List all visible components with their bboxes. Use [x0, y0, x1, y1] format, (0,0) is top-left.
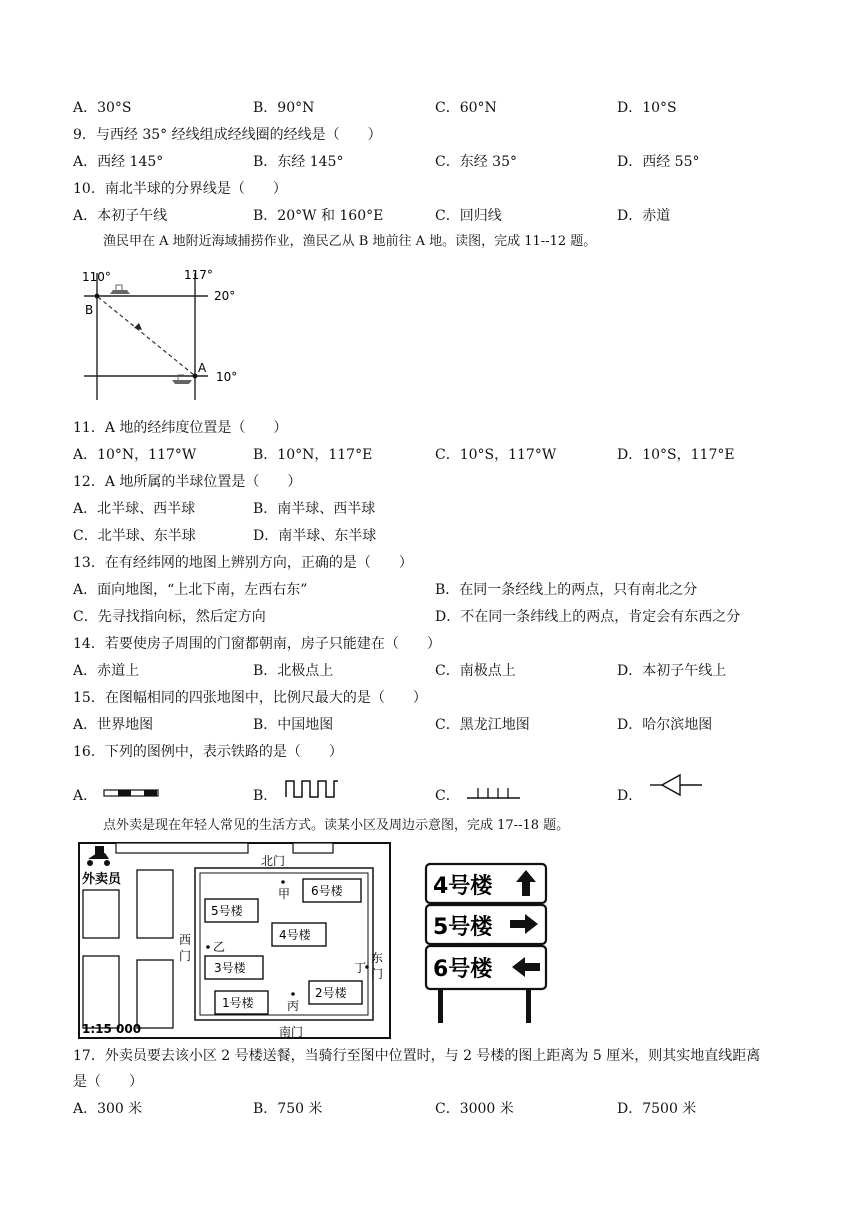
map-courier-label: 外卖员	[82, 872, 122, 887]
q9-option-d: D．西经 55°	[617, 154, 700, 170]
q14-option-d: D．本初子午线上	[617, 663, 727, 679]
q8-option-b: B．90°N	[253, 100, 315, 116]
q13-option-a: A．面向地图，“上北下南，左西右东”	[73, 582, 308, 598]
intro-17-18: 点外卖是现在年轻人常见的生活方式。读某小区及周边示意图，完成 17--18 题。	[103, 818, 570, 833]
wall-symbol	[284, 778, 340, 800]
map-scale: 1:15 000	[82, 1022, 142, 1036]
q15-option-d: D．哈尔滨地图	[617, 717, 713, 733]
q17-option-a: A．300 米	[73, 1101, 143, 1117]
q9-option-b: B．东经 145°	[253, 154, 344, 170]
q17-stem-cont: 是（ ）	[73, 1074, 143, 1090]
q8-option-c: C．60°N	[435, 100, 497, 116]
sign-row-4: 4号楼	[433, 874, 493, 899]
q12-option-c: C．北半球、东半球	[73, 528, 196, 544]
q14-option-a: A．赤道上	[73, 663, 140, 679]
railway-symbol	[103, 786, 159, 800]
map-point-ding: 丁	[354, 961, 367, 975]
map-point-bing: 丙	[287, 999, 300, 1013]
q10-option-d: D．赤道	[617, 208, 671, 224]
map-building-2: 2号楼	[315, 986, 347, 1000]
signpost	[422, 860, 552, 1026]
q15-stem: 15．在图幅相同的四张地图中，比例尺最大的是（ ）	[73, 690, 427, 706]
q13-stem: 13．在有经纬网的地图上辨别方向，正确的是（ ）	[73, 555, 413, 571]
q16-option-a: A．	[73, 788, 98, 804]
map-point-jia: 甲	[278, 887, 291, 901]
map-west-gate-2: 门	[179, 949, 192, 963]
q13-option-b: B．在同一条经线上的两点，只有南北之分	[435, 582, 698, 598]
map-building-4: 4号楼	[279, 928, 311, 942]
q11-option-c: C．10°S，117°W	[435, 447, 557, 463]
fig1-point-a: A	[198, 361, 207, 375]
map-building-6: 6号楼	[311, 884, 343, 898]
q17-stem: 17．外卖员要去该小区 2 号楼送餐，当骑行至图中位置时，与 2 号楼的图上距离为 5 厘米，则其实地直线距离	[73, 1048, 761, 1064]
map-building-1: 1号楼	[222, 996, 254, 1010]
q10-option-c: C．回归线	[435, 208, 502, 224]
community-map	[78, 842, 392, 1040]
intro-11-12: 渔民甲在 A 地附近海域捕捞作业，渔民乙从 B 地前往 A 地。读图，完成 11--12 题。	[103, 234, 597, 249]
q17-option-c: C．3000 米	[435, 1101, 514, 1117]
fence-symbol	[466, 786, 522, 800]
q12-option-d: D．南半球、东半球	[253, 528, 377, 544]
map-east-gate-1: 东	[371, 951, 384, 965]
fig1-lat-bottom-label: 10°	[216, 370, 238, 384]
q14-stem: 14．若要使房子周围的门窗都朝南，房子只能建在（ ）	[73, 636, 441, 652]
map-point-yi: 乙	[213, 940, 226, 954]
map-south-gate: 南门	[279, 1025, 304, 1039]
q14-option-b: B．北极点上	[253, 663, 334, 679]
q13-option-d: D．不在同一条纬线上的两点，肯定会有东西之分	[435, 609, 741, 625]
q11-option-a: A．10°N，117°W	[73, 447, 197, 463]
q16-option-c: C．	[435, 788, 460, 804]
map-building-5: 5号楼	[211, 904, 243, 918]
map-west-gate-1: 西	[179, 933, 192, 947]
q12-option-b: B．南半球、西半球	[253, 501, 376, 517]
q10-option-b: B．20°W 和 160°E	[253, 208, 384, 224]
q10-stem: 10．南北半球的分界线是（ ）	[73, 181, 287, 197]
q16-option-d: D．	[617, 788, 643, 804]
lat-long-figure	[80, 265, 250, 405]
fig1-lon-left-label: 110°	[82, 270, 111, 284]
q8-option-d: D．10°S	[617, 100, 677, 116]
fig1-point-b: B	[85, 303, 94, 317]
q9-option-c: C．东经 35°	[435, 154, 517, 170]
map-building-3: 3号楼	[214, 961, 246, 975]
q16-option-b: B．	[253, 788, 278, 804]
sign-row-5: 5号楼	[433, 915, 493, 940]
q16-stem: 16．下列的图例中，表示铁路的是（ ）	[73, 744, 343, 760]
q14-option-c: C．南极点上	[435, 663, 516, 679]
map-east-gate-2: 门	[371, 967, 384, 981]
fig1-lat-top-label: 20°	[214, 289, 236, 303]
map-north-gate: 北门	[261, 854, 286, 868]
q12-option-a: A．北半球、西半球	[73, 501, 196, 517]
q11-option-b: B．10°N，117°E	[253, 447, 373, 463]
q9-stem: 9．与西经 35° 经线组成经线圈的经线是（ ）	[73, 127, 382, 143]
q11-stem: 11．A 地的经纬度位置是（ ）	[73, 420, 288, 436]
q15-option-a: A．世界地图	[73, 717, 154, 733]
q17-option-b: B．750 米	[253, 1101, 323, 1117]
sign-row-6: 6号楼	[433, 957, 493, 982]
q12-stem: 12．A 地所属的半球位置是（ ）	[73, 474, 302, 490]
fig1-lon-right-label: 117°	[184, 268, 213, 282]
q10-option-a: A．本初子午线	[73, 208, 168, 224]
q11-option-d: D．10°S，117°E	[617, 447, 735, 463]
q8-option-a: A．30°S	[73, 100, 132, 116]
q9-option-a: A．西经 145°	[73, 154, 164, 170]
triangle-point-symbol	[648, 770, 704, 800]
q17-option-d: D．7500 米	[617, 1101, 697, 1117]
q15-option-b: B．中国地图	[253, 717, 334, 733]
q15-option-c: C．黑龙江地图	[435, 717, 530, 733]
q13-option-c: C．先寻找指向标，然后定方向	[73, 609, 266, 625]
